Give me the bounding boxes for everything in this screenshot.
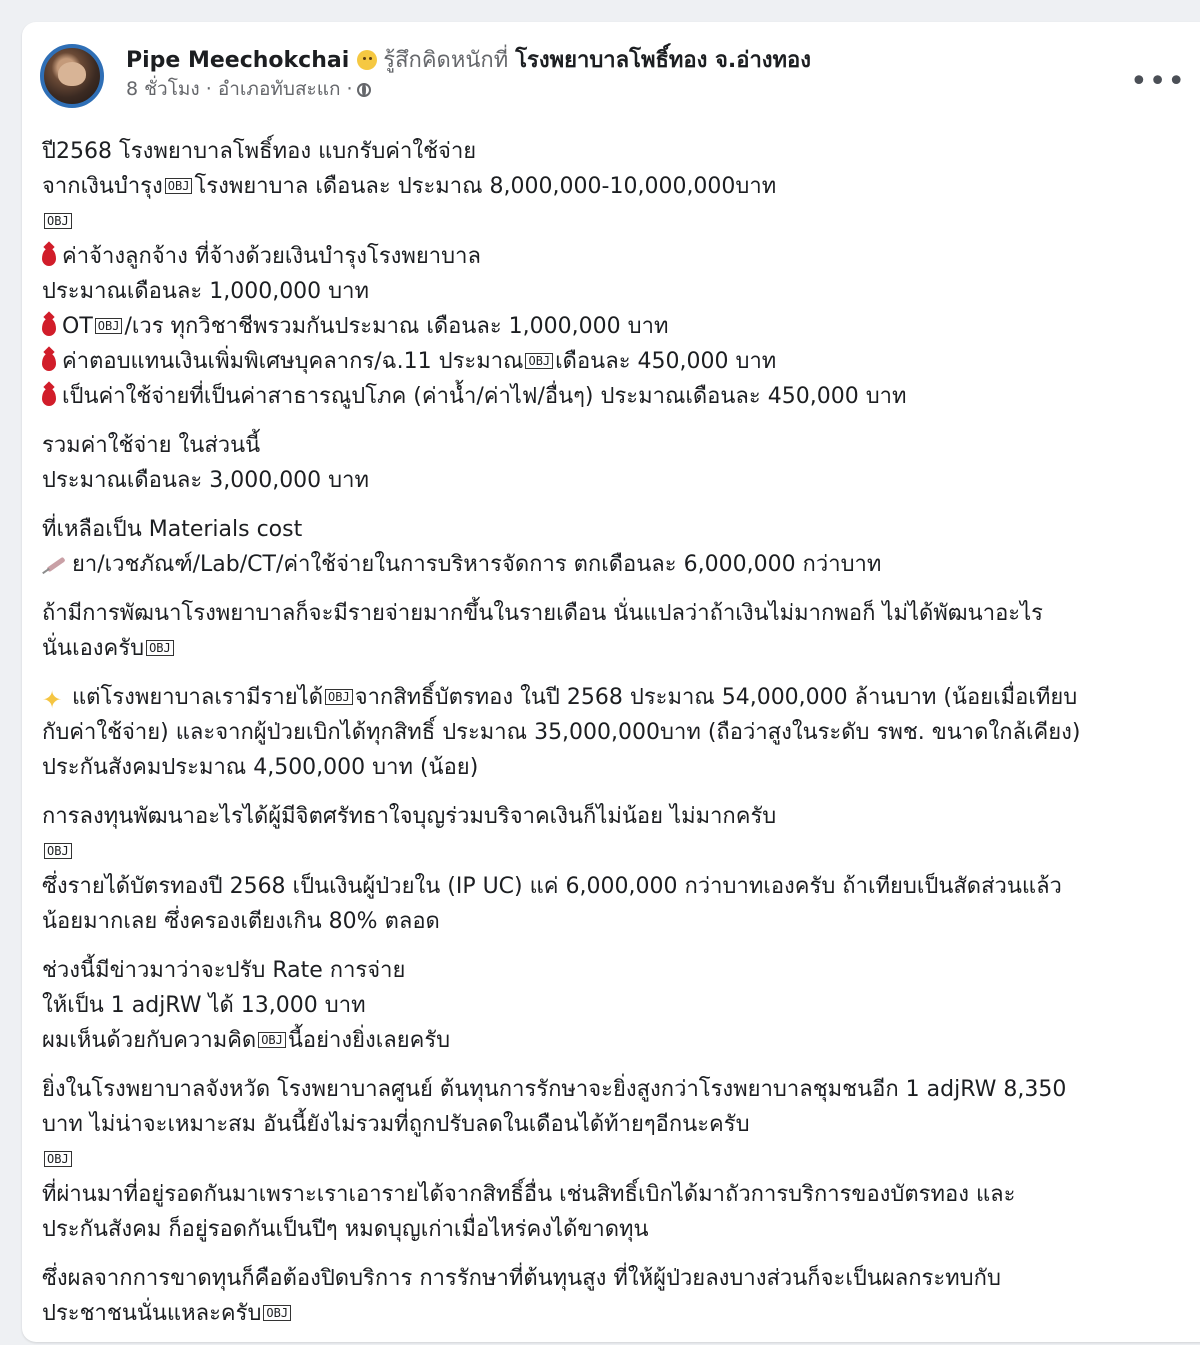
- sum-paragraph: [42, 428, 1200, 498]
- post-card: [22, 22, 1200, 1342]
- post-subline: [126, 76, 1122, 102]
- globe-icon[interactable]: [357, 83, 371, 97]
- text-line: ถ้ามีการพัฒนาโรงพยาบาลก็จะมีรายจ่ายมากขึ้นในรายเดือน นั่นแปลว่าถ้าเงินไม่มากพอก็ ไม่ได้พัฒนาอะไร: [42, 601, 1043, 626]
- text-span: ผมเห็นด้วยกับความคิด: [42, 1028, 257, 1053]
- blood-drop-icon: [42, 353, 56, 371]
- feeling-text: รู้สึกคิดหนักที่: [383, 48, 509, 73]
- bullet-text: ค่าจ้างลูกจ้าง ที่จ้างด้วยเงินบำรุงโรงพยาบาล: [62, 244, 481, 269]
- development-paragraph: [42, 596, 1200, 666]
- place-sub[interactable]: อำเภอทับสะแก: [217, 78, 341, 100]
- text-line: [42, 204, 1200, 239]
- text-line: [42, 680, 1200, 715]
- author-name[interactable]: Pipe Meechokchai: [126, 48, 350, 73]
- province-paragraph: [42, 1072, 1200, 1247]
- text-line: [42, 1023, 1200, 1058]
- text-line: [42, 1296, 1200, 1331]
- income-paragraph: [42, 680, 1200, 785]
- text-line: ที่เหลือเป็น Materials cost: [42, 517, 303, 542]
- bullet-text: OT: [62, 314, 93, 339]
- subline-separator: ·: [205, 78, 212, 100]
- object-glyph: OBJ: [258, 1032, 286, 1048]
- text-span: นี้อย่างยิ่งเลยครับ: [287, 1028, 451, 1053]
- bullet-text: /เวร ทุกวิชาชีพรวมกันประมาณ เดือนละ 1,000,000 บาท: [124, 314, 669, 339]
- sparkle-star-icon: ✦: [42, 686, 63, 714]
- bullet-line: [42, 239, 1200, 274]
- text-line: การลงทุนพัฒนาอะไรได้ผู้มีจิตศรัทธาใจบุญร่วมบริจาคเงินก็ไม่น้อย ไม่มากครับ: [42, 804, 777, 829]
- donation-paragraph: [42, 799, 1200, 939]
- text-line: ช่วงนี้มีข่าวมาว่าจะปรับ Rate การจ่าย: [42, 958, 406, 983]
- more-options-button[interactable]: •••: [1130, 64, 1187, 99]
- text-line: ที่ผ่านมาที่อยู่รอดกันมาเพราะเราเอารายได้จากสิทธิ์อื่น เช่นสิทธิ์เบิกได้มาถัวการบริการของบัตรทอง และ: [42, 1182, 1016, 1207]
- text-line: [42, 834, 1200, 869]
- text-line: ปี2568 โรงพยาบาลโพธิ์ทอง แบกรับค่าใช้จ่าย: [42, 139, 477, 164]
- text-span: ยา/เวชภัณฑ์/Lab/CT/ค่าใช้จ่ายในการบริหารจัดการ ตกเดือนละ 6,000,000 กว่าบาท: [72, 552, 882, 577]
- blood-drop-icon: [42, 318, 56, 336]
- text-line: ยิ่งในโรงพยาบาลจังหวัด โรงพยาบาลศูนย์ ต้นทุนการรักษาจะยิ่งสูงกว่าโรงพยาบาลชุมชนอีก 1 adjRW 8,350: [42, 1077, 1067, 1102]
- bullet-text: เดือนละ 450,000 บาท: [555, 349, 777, 374]
- text-line: ประกันสังคม ก็อยู่รอดกันเป็นปีๆ หมดบุญเก่าเมื่อไหร่คงได้ขาดทุน: [42, 1217, 649, 1242]
- bullet-text: ค่าตอบแทนเงินเพิ่มพิเศษบุคลากร/ฉ.11 ประมาณ: [62, 349, 524, 374]
- intro-paragraph: [42, 134, 1200, 414]
- text-line: [42, 169, 1200, 204]
- subline-dot: ·: [346, 78, 353, 100]
- bullet-line: [42, 379, 1200, 414]
- object-glyph: OBJ: [525, 353, 553, 369]
- post-header: [40, 42, 1187, 122]
- bullet-line: [42, 309, 1200, 344]
- text-span: ประชาชนนั่นแหละครับ: [42, 1301, 262, 1326]
- rate-paragraph: [42, 953, 1200, 1058]
- blood-drop-icon: [42, 248, 56, 266]
- object-glyph: OBJ: [325, 689, 353, 705]
- text-line: ประกันสังคมประมาณ 4,500,000 บาท (น้อย): [42, 755, 479, 780]
- worried-face-icon: [357, 50, 377, 70]
- text-line: ให้เป็น 1 adjRW ได้ 13,000 บาท: [42, 993, 366, 1018]
- author-line: [126, 46, 1122, 76]
- object-glyph: OBJ: [263, 1305, 291, 1321]
- author-avatar[interactable]: [40, 44, 104, 108]
- location-link[interactable]: โรงพยาบาลโพธิ์ทอง จ.อ่างทอง: [515, 48, 811, 73]
- object-glyph: OBJ: [44, 1151, 72, 1167]
- text-span: โรงพยาบาล เดือนละ ประมาณ 8,000,000-10,000,000บาท: [194, 174, 777, 199]
- text-span: จากสิทธิ์บัตรทอง ในปี 2568 ประมาณ 54,000,000 ล้านบาท (น้อยเมื่อเทียบ: [354, 685, 1078, 710]
- text-line: ซึ่งผลจากการขาดทุนก็คือต้องปิดบริการ การรักษาที่ต้นทุนสูง ที่ให้ผู้ป่วยลงบางส่วนก็จะเป็นผลกระทบกับ: [42, 1266, 1001, 1291]
- avatar-photo: [58, 62, 86, 86]
- text-line: ประมาณเดือนละ 1,000,000 บาท: [42, 279, 369, 304]
- object-glyph: OBJ: [95, 318, 123, 334]
- post-meta: [126, 46, 1122, 102]
- text-line: บาท ไม่น่าจะเหมาะสม อันนี้ยังไม่รวมที่ถูกปรับลดในเดือนได้ท้ายๆอีกนะครับ: [42, 1112, 750, 1137]
- text-line: น้อยมากเลย ซึ่งครองเตียงเกิน 80% ตลอด: [42, 909, 440, 934]
- object-glyph: OBJ: [44, 213, 72, 229]
- syringe-icon: [42, 553, 68, 575]
- text-line: ซึ่งรายได้บัตรทองปี 2568 เป็นเงินผู้ป่วยใน (IP UC) แค่ 6,000,000 กว่าบาทเองครับ ถ้าเทียบเป็นสัดส่วนแล้ว: [42, 874, 1062, 899]
- bullet-line: [42, 344, 1200, 379]
- text-line: รวมค่าใช้จ่าย ในส่วนนี้: [42, 433, 261, 458]
- text-line: ประมาณเดือนละ 3,000,000 บาท: [42, 468, 369, 493]
- loss-paragraph: [42, 1261, 1200, 1331]
- blood-drop-icon: [42, 388, 56, 406]
- materials-paragraph: [42, 512, 1200, 582]
- object-glyph: OBJ: [146, 640, 174, 656]
- text-span: นั่นเองครับ: [42, 636, 145, 661]
- text-line: [42, 1142, 1200, 1177]
- text-span: แต่โรงพยาบาลเรามีรายได้: [72, 685, 323, 710]
- text-line: กับค่าใช้จ่าย) และจากผู้ป่วยเบิกได้ทุกสิทธิ์ ประมาณ 35,000,000บาท (ถือว่าสูงในระดับ รพช. ขนาดใกล้เคียง): [42, 720, 1081, 745]
- object-glyph: OBJ: [165, 178, 193, 194]
- text-span: จากเงินบำรุง: [42, 174, 163, 199]
- post-body: [42, 134, 1200, 1345]
- text-line: [42, 631, 1200, 666]
- object-glyph: OBJ: [44, 843, 72, 859]
- post-time[interactable]: 8 ชั่วโมง: [126, 78, 200, 100]
- text-line: [42, 547, 1200, 582]
- bullet-text: เป็นค่าใช้จ่ายที่เป็นค่าสาธารณูปโภค (ค่าน้ำ/ค่าไฟ/อื่นๆ) ประมาณเดือนละ 450,000 บาท: [62, 384, 907, 409]
